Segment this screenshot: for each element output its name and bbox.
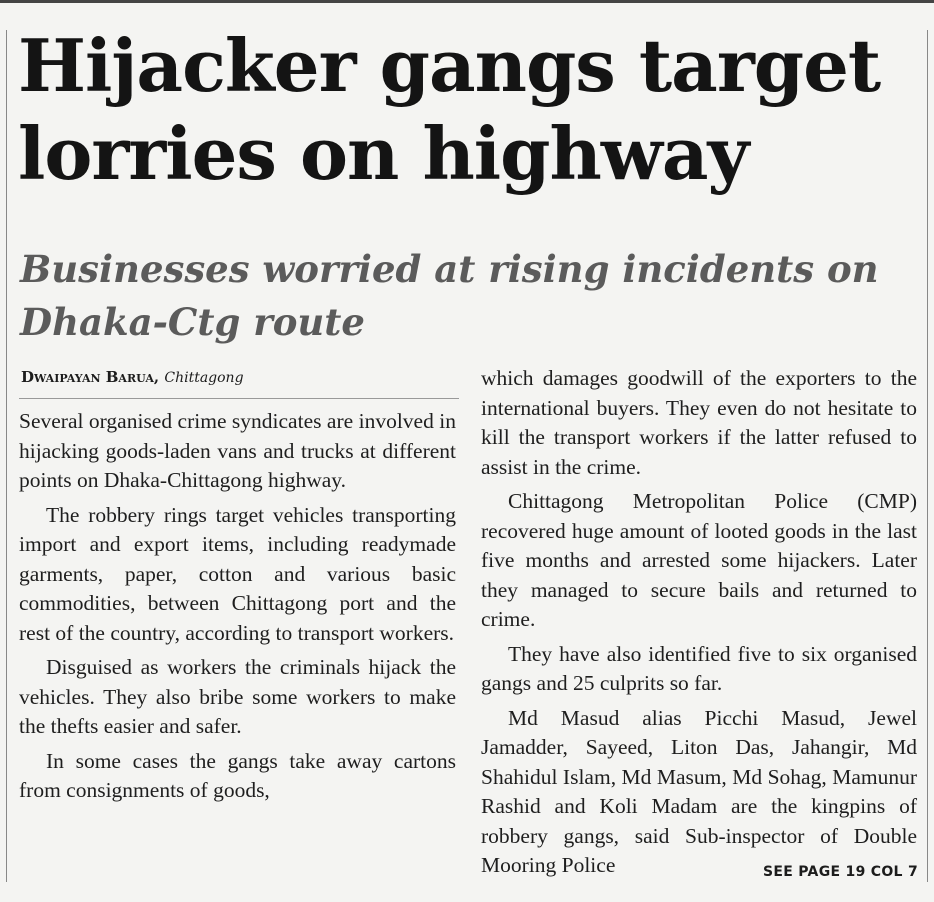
paragraph: which damages goodwill of the exporters to the international buyers. They even do not hesitate to kill the transport workers if the latter refused to assist in the crime. [481, 366, 917, 479]
paragraph: Several organised crime syndicates are involved in hijacking goods-laden vans and trucks at different points on Dhaka-Chittagong highway. [19, 409, 456, 492]
paragraph: Chittagong Metropolitan Police (CMP) recovered huge amount of looted goods in the last five months and arrested some hijackers. Later they managed to secure bails and returned to crime. [481, 489, 917, 631]
column-frame-left [6, 30, 7, 882]
byline-location: Chittagong [164, 370, 244, 386]
byline-author: Dwaipayan Barua, [21, 368, 160, 386]
paragraph: The robbery rings target vehicles transporting import and export items, including readymade garments, paper, cotton and various basic commodities, between Chittagong port and the rest of the country, according to transport workers. [19, 502, 456, 645]
article-column-right [481, 364, 917, 886]
paragraph: Disguised as workers the criminals hijack the vehicles. They also bribe some workers to make the thefts easier and safer. [19, 655, 456, 738]
article-column-left [19, 407, 456, 811]
continued-on-page-note: SEE PAGE 19 COL 7 [763, 864, 918, 880]
byline [21, 368, 461, 386]
byline-rule [19, 398, 459, 399]
column-frame-right [927, 30, 928, 882]
paragraph: In some cases the gangs take away cartons from consignments of goods, [19, 748, 456, 802]
top-rule [0, 0, 934, 3]
paragraph: They have also identified five to six organised gangs and 25 culprits so far. [481, 641, 917, 695]
subheadline: Businesses worried at rising incidents on Dhaka-Ctg route [20, 247, 879, 344]
paragraph: Md Masud alias Picchi Masud, Jewel Jamadder, Sayeed, Liton Das, Jahangir, Md Shahidul Islam, Md Masum, Md Sohag, Mamunur Rashid and Koli Madam are the kingpins of robbery gangs, said Sub-inspector of Double Mooring Police [481, 705, 917, 877]
headline: Hijacker gangs target lorries on highway [18, 23, 881, 196]
